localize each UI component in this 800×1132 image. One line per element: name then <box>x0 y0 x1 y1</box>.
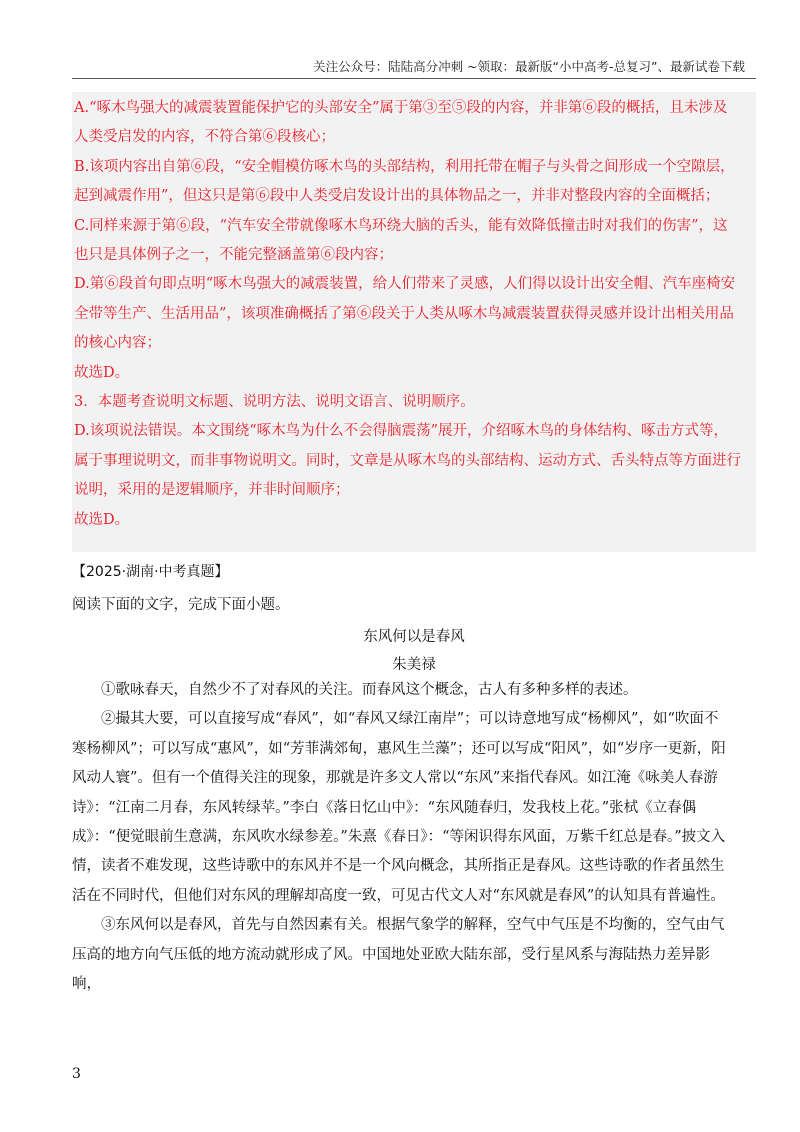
answer-line: 3．本题考查说明文标题、说明方法、说明文语言、说明顺序。 <box>74 394 475 411</box>
question-source-tag: 【2025·湖南·中考真题】 <box>72 564 229 580</box>
question-instruction: 阅读下面的文字，完成下面小题。 <box>72 597 290 613</box>
header-divider <box>72 78 756 79</box>
answer-line: B.该项内容出自第⑥段，“安全帽模仿啄木鸟的头部结构，利用托带在帽子与头骨之间形成一个空隙层， <box>74 158 735 175</box>
answer-line: 人类受启发的内容，不符合第⑥段核心； <box>74 129 335 146</box>
answer-line: D.该项说法错误。本文围绕“啄木鸟为什么不会得脑震荡”展开，介绍啄木鸟的身体结构、啄击方式等， <box>74 423 729 440</box>
article-paragraph-1: ①歌咏春天，自然少不了对春风的关注。而春风这个概念，古人有多种多样的表述。 <box>101 682 638 698</box>
article-paragraph-2: ②撮其大要，可以直接写成“春风”，如“春风又绿江南岸”；可以诗意地写成“杨柳风”，如“吹面不寒杨柳风”；可以写成“惠风”，如“芳菲满郊甸，惠风生兰藻”；还可以写成“阳风”，如“岁序一更新，阳风动人寰”。但有一个值得关注的现象，那就是许多文人常以“东风”来指代春风。如江淹《咏美人春游诗》：“江南二月春，东风转绿苹。”李白《落日忆山中》：“东风随春归，发我枝上花。”张栻《立春偶成》：“便觉眼前生意满，东风吹水绿参差。”朱熹《春日》：“等闲识得东风面，万紫千红总是春。”披文入情，读者不难发现，这些诗歌中的东风并不是一个风向概念，其所指正是春风。这些诗歌的作者虽然生活在不同时代，但他们对东风的理解却高度一致，可见古代文人对“东风就是春风”的认知具有普遍性。 <box>72 711 726 904</box>
answer-line: 故选D。 <box>74 511 130 528</box>
answer-line: D.第⑥段首句即点明“啄木鸟强大的减震装置，给人们带来了灵感，人们得以设计出安全帽、汽车座椅安 <box>74 276 736 293</box>
answer-explanation-box <box>72 92 756 552</box>
answer-line: 说明，采用的是逻辑顺序，并非时间顺序； <box>74 482 350 499</box>
article-body <box>72 676 732 999</box>
answer-line: 也只是具体例子之一，不能完整涵盖第⑥段内容； <box>74 247 393 264</box>
answer-line: 属于事理说明文，而非事物说明文。同时，文章是从啄木鸟的头部结构、运动方式、舌头特点等方面进行 <box>74 452 741 469</box>
answer-line: 全带等生产、生活用品”，该项准确概括了第⑥段关于人类从啄木鸟减震装置获得灵感并设计出相关用品 <box>74 305 734 322</box>
page-number: 3 <box>72 1066 81 1082</box>
answer-line: 起到减震作用”，但这只是第⑥段中人类受启发设计出的具体物品之一，并非对整段内容的全面概括； <box>74 188 720 205</box>
page-header: 关注公众号：陆陆高分冲刺 ~领取：最新版“小中高考-总复习”、最新试卷下载 <box>313 59 745 74</box>
answer-line: C.同样来源于第⑥段，“汽车安全带就像啄木鸟环绕大脑的舌头，能有效降低撞击时对我们的伤害”，这 <box>74 217 728 234</box>
answer-line: 的核心内容； <box>74 335 161 352</box>
article-title: 东风何以是春风 <box>363 629 465 645</box>
article-author: 朱美禄 <box>392 657 436 673</box>
answer-line: 故选D。 <box>74 364 130 381</box>
article-paragraph-3: ③东风何以是春风，首先与自然因素有关。根据气象学的解释，空气中气压是不均衡的，空气由气压高的地方向气压低的地方流动就形成了风。中国地处亚欧大陆东部，受行星风系与海陆热力差异影响， <box>72 917 725 993</box>
answer-line: A.“啄木鸟强大的减震装置能保护它的头部安全”属于第③至⑤段的内容，并非第⑥段的概括，且未涉及 <box>74 100 728 116</box>
